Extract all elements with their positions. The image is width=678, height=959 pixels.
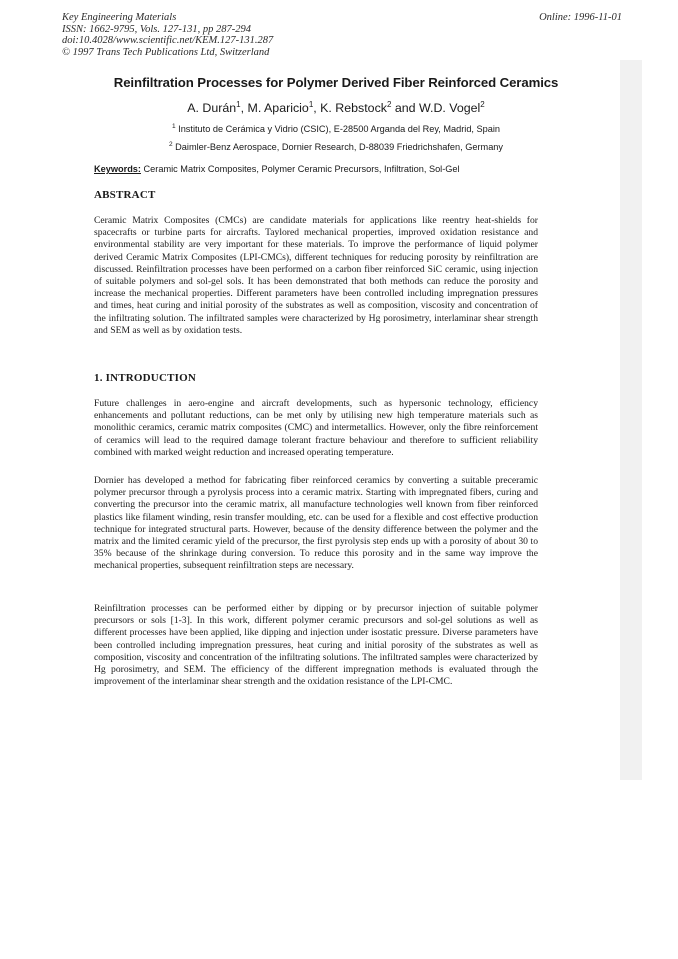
author-name: A. Durán <box>187 101 237 116</box>
keywords-label: Keywords: <box>94 164 141 174</box>
author-name: K. Rebstock <box>320 101 387 116</box>
introduction-paragraph-1: Future challenges in aero-engine and aircraft developments, such as hypersonic technology, efficiency enhancements and pollutant reductions, can be met only by utilising new high temperature materials such as monolithic ceramics, ceramic matrix composites (CMC) and intermetallics. However, only the fibre reinforcement of ceramics will lead to the required damage tolerant fracture behaviour and therefore to sufficient reliability combined with marked weight reduction and increased operating temperature. <box>94 398 538 458</box>
issn-line: ISSN: 1662-9795, Vols. 127-131, pp 287-294 <box>62 23 251 35</box>
keywords-line <box>94 164 554 174</box>
author-separator: and <box>391 101 419 116</box>
affiliation-text: Instituto de Cerámica y Vidrio (CSIC), E-28500 Arganda del Rey, Madrid, Spain <box>178 124 501 135</box>
introduction-heading: 1. INTRODUCTION <box>94 372 197 384</box>
affiliation-text: Daimler-Benz Aerospace, Dornier Research, D-88039 Friedrichshafen, Germany <box>175 142 504 153</box>
copyright-line: © 1997 Trans Tech Publications Ltd, Switzerland <box>62 46 270 58</box>
online-date: Online: 1996-11-01 <box>539 12 622 23</box>
affiliation-mark: 1 <box>171 123 176 130</box>
paper-title: Reinfiltration Processes for Polymer Derived Fiber Reinforced Ceramics <box>113 75 559 90</box>
introduction-paragraph-3: Reinfiltration processes can be performed either by dipping or by precursor injection of suitable polymer precursors or sols [1-3]. In this work, different polymer ceramic precursors and sol-gel solutions as well as different processes have been applied, like dipping and injection under isostatic pressure. Diverse parameters have been controlled including impregnation pressures, heat curing and initial porosity of the substrates as well as composition, viscosity and concentration of the infiltrating solutions. The infiltrated samples were characterized by Hg porosimetry, and SEM. The efficiency of the different impregnation methods is evaluated through the improvement of the interlaminar shear strength and the oxidation resistance of the LPI-CMC. <box>94 603 538 688</box>
faint-watermark <box>600 60 660 780</box>
abstract-heading: ABSTRACT <box>94 189 156 201</box>
affiliation-mark: 2 <box>168 141 173 148</box>
author-name: W.D. Vogel <box>418 101 481 116</box>
abstract-paragraph: Ceramic Matrix Composites (CMCs) are candidate materials for applications like reentry heat-shields for spacecrafts or turbine parts for aircrafts. Taylored mechanical properties, improved oxidation resistance and environmental stability are very important for these materials. To improve the performance of liquid polymer derived Ceramic Matrix Composites (LPI-CMCs), different techniques for reducing porosity by reinfiltration are discussed. Reinfiltration processes have been performed on a carbon fiber reinforced SiC ceramic, using injection of suitable polymers and sol-gel sols. It has been demonstrated that both methods can reduce the porosity and increase the mechanical properties. Different parameters have been controlled including impregnation pressures and times, heat curing and initial porosity of the substrates as well as composition, viscosity and concentration of the infiltrating solution. The infiltrated samples were characterized by Hg porosimetry, interlaminar shear strength and SEM as well as by oxidation tests. <box>94 215 538 336</box>
affiliation-1 <box>60 123 612 134</box>
journal-name: Key Engineering Materials <box>62 12 177 23</box>
author-separator: , <box>313 101 321 116</box>
journal-header <box>62 12 622 58</box>
author-affiliation-mark: 2 <box>386 100 392 109</box>
keywords-text: Ceramic Matrix Composites, Polymer Ceramic Precursors, Infiltration, Sol-Gel <box>143 164 460 174</box>
author-list <box>60 100 612 115</box>
introduction-paragraph-2: Dornier has developed a method for fabricating fiber reinforced ceramics by converting a suitable preceramic polymer precursor through a pyrolysis process into a ceramic matrix. Starting with impregnated fibers, curing and converting the precursor into the ceramic matrix, all manufacture technologies well known from fiber reinforced plastics like filament winding, resin transfer moulding, etc. can be used for a flexible and cost effective production technique for integrated structural parts. However, because of the density difference between the polymer and the matrix and the limited ceramic yield of the precursor, the first pyrolysis step ends up with a porosity of about 30 to 35% because of the shrinkage during conversion. To reduce this porosity and in the same way improve the mechanical properties, subsequent reinfiltration steps are necessary. <box>94 475 538 572</box>
author-affiliation-mark: 2 <box>480 100 485 109</box>
author-separator: , <box>240 101 248 116</box>
author-affiliation-mark: 1 <box>236 100 241 109</box>
author-affiliation-mark: 1 <box>308 100 314 109</box>
author-name: M. Aparicio <box>247 101 309 116</box>
affiliation-2 <box>60 141 612 152</box>
doi-line[interactable]: doi:10.4028/www.scientific.net/KEM.127-131.287 <box>62 35 274 47</box>
